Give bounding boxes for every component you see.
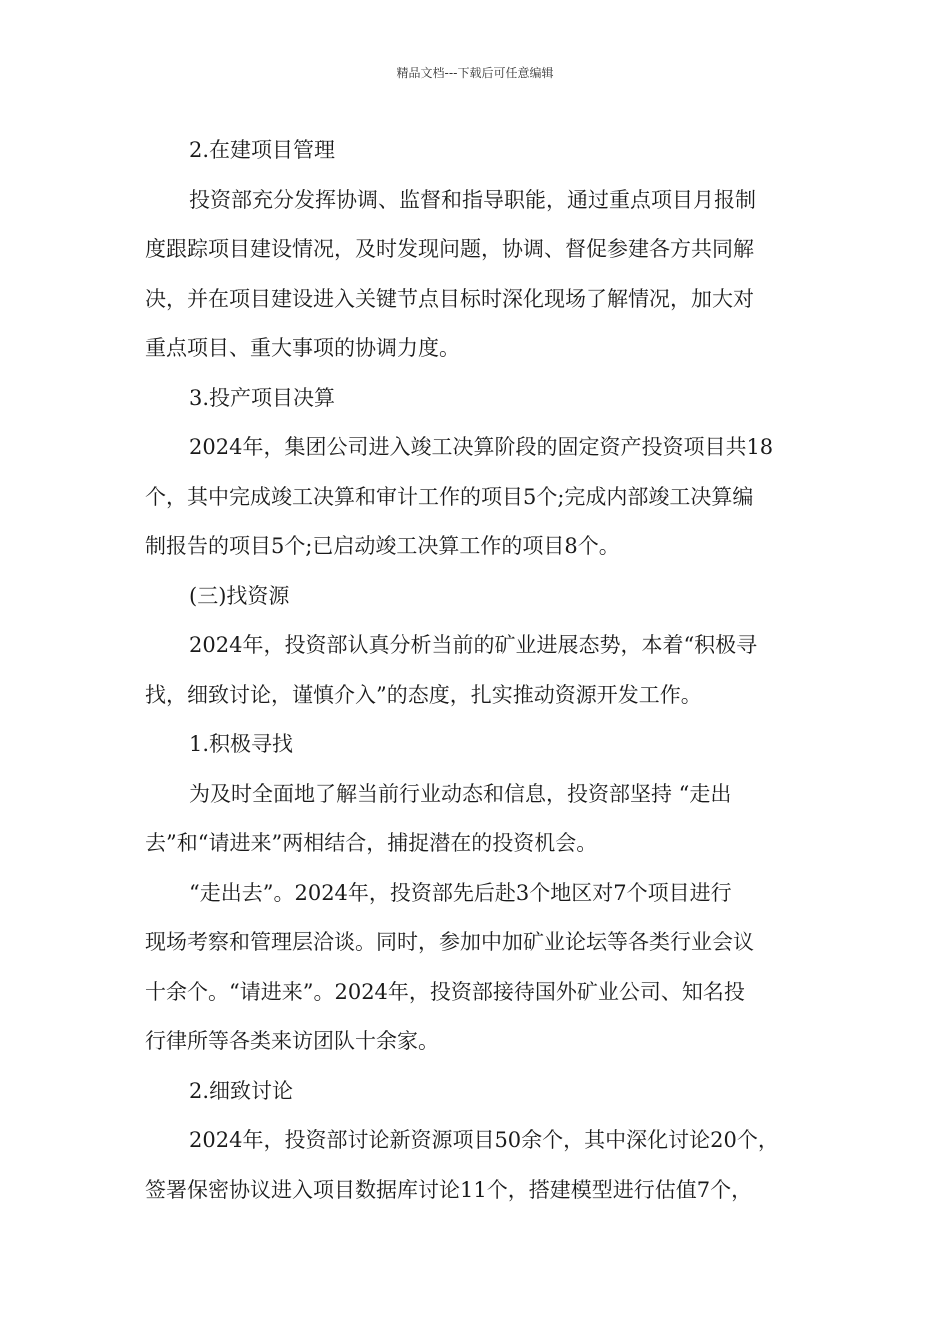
text-line: 决，并在项目建设进入关键节点目标时深化现场了解情况，加大对	[145, 286, 754, 311]
text-line: 2024年，投资部认真分析当前的矿业进展态势，本着“积极寻	[189, 633, 758, 657]
text-line: “走出去”。2024年，投资部先后赴3个地区对7个项目进行	[189, 880, 732, 905]
text-line: 投资部充分发挥协调、监督和指导职能，通过重点项目月报制	[189, 187, 756, 212]
text-line: 3.投产项目决算	[189, 385, 336, 410]
page-header: 精品文档---下载后可任意编辑	[396, 66, 554, 80]
text-line: 签署保密协议进入项目数据库讨论11个，搭建模型进行估值7个，	[145, 1177, 753, 1202]
text-line: 2.在建项目管理	[189, 138, 336, 162]
text-line: 去”和“请进来”两相结合，捕捉潜在的投资机会。	[145, 831, 598, 855]
text-line: 2024年，集团公司进入竣工决算阶段的固定资产投资项目共18	[189, 435, 774, 459]
document-body	[145, 126, 835, 1215]
text-line: 重点项目、重大事项的协调力度。	[145, 336, 460, 360]
text-line: 为及时全面地了解当前行业动态和信息，投资部坚持 “走出	[189, 781, 732, 806]
text-line: 2024年，投资部讨论新资源项目50余个，其中深化讨论20个，	[189, 1128, 779, 1152]
text-line: 个，其中完成竣工决算和审计工作的项目5个;完成内部竣工决算编	[145, 484, 754, 509]
text-line: 度跟踪项目建设情况，及时发现问题，协调、督促参建各方共同解	[145, 237, 754, 261]
text-line: 行律所等各类来访团队十余家。	[145, 1029, 439, 1053]
text-line: 2.细致讨论	[189, 1078, 294, 1103]
text-line: 现场考察和管理层洽谈。同时，参加中加矿业论坛等各类行业会议	[145, 930, 754, 954]
text-line: 1.积极寻找	[189, 732, 294, 756]
text-line: 找，细致讨论，谨慎介入”的态度，扎实推动资源开发工作。	[145, 682, 702, 707]
text-line: 制报告的项目5个;已启动竣工决算工作的项目8个。	[145, 534, 620, 558]
text-line: 十余个。“请进来”。2024年，投资部接待国外矿业公司、知名投	[145, 979, 745, 1004]
text-line: (三)找资源	[189, 583, 290, 608]
